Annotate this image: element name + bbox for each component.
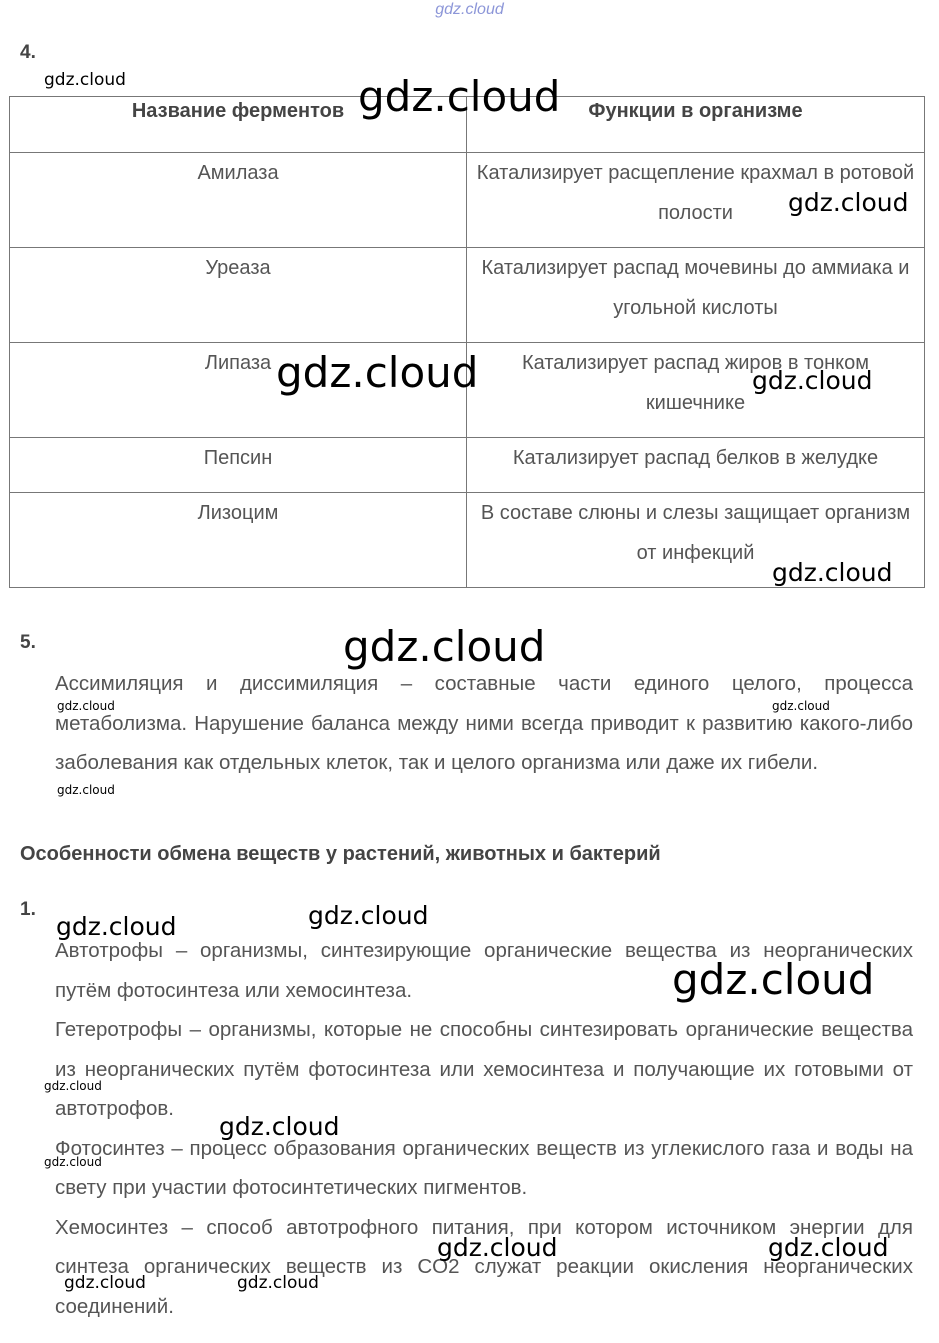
enzyme-name: Липаза	[10, 343, 467, 438]
table-row	[10, 438, 925, 493]
watermark: gdz.cloud	[437, 1233, 558, 1262]
enzyme-name: Лизоцим	[10, 493, 467, 588]
watermark: gdz.cloud	[772, 558, 893, 587]
watermark: gdz.cloud	[237, 1273, 319, 1293]
watermark: gdz.cloud	[308, 901, 429, 930]
watermark: gdz.cloud	[343, 622, 546, 671]
enzyme-function: Катализирует расщепление крахмал в ротовой полости	[467, 153, 925, 248]
task-1-number: 1.	[20, 899, 36, 920]
task-5-number: 5.	[20, 632, 36, 653]
table-row	[10, 248, 925, 343]
watermark: gdz.cloud	[219, 1112, 340, 1141]
watermark: gdz.cloud	[752, 366, 873, 395]
site-watermark-header: gdz.cloud	[435, 1, 504, 18]
watermark: gdz.cloud	[672, 955, 875, 1004]
watermark: gdz.cloud	[768, 1233, 889, 1262]
section-heading: Особенности обмена веществ у растений, животных и бактерий	[20, 843, 661, 865]
watermark: gdz.cloud	[772, 699, 830, 713]
task-4-number: 4.	[20, 42, 36, 63]
watermark: gdz.cloud	[788, 188, 909, 217]
watermark: gdz.cloud	[276, 348, 479, 397]
enzymes-table	[9, 96, 925, 588]
watermark: gdz.cloud	[57, 699, 115, 713]
watermark: gdz.cloud	[57, 783, 115, 797]
enzyme-function: В составе слюны и слезы защищает организм от инфекций	[467, 493, 925, 588]
definition-chemosynthesis: Хемосинтез – способ автотрофного питания, при котором источником энергии для синтеза органических веществ из CO2 служат реакции окисления неорганических соединений.	[55, 1215, 913, 1318]
enzyme-name: Пепсин	[10, 438, 467, 493]
enzyme-function: Катализирует распад жиров в тонком кишечнике	[467, 343, 925, 438]
column-header-function: Функции в организме	[467, 97, 925, 153]
enzyme-name: Амилаза	[10, 153, 467, 248]
watermark: gdz.cloud	[358, 72, 561, 121]
watermark: gdz.cloud	[56, 912, 177, 941]
enzyme-function: Катализирует распад белков в желудке	[467, 438, 925, 493]
task-5-text: Ассимиляция и диссимиляция – составные части единого целого, процесса метаболизма. Нарушение баланса между ними всегда приводит к развитию какого-либо заболевания как отдельных клеток, так и целого организма или даже их гибели.	[55, 672, 913, 774]
watermark: gdz.cloud	[44, 1079, 102, 1093]
definition-heterotrophs: Гетеротрофы – организмы, которые не способны синтезировать органические вещества из неорганических путём фотосинтеза или хемосинтеза и получающие их готовыми от автотрофов.	[55, 1018, 913, 1120]
watermark: gdz.cloud	[64, 1273, 146, 1293]
watermark: gdz.cloud	[44, 70, 126, 90]
watermark: gdz.cloud	[44, 1155, 102, 1169]
enzyme-name: Уреаза	[10, 248, 467, 343]
definition-autotrophs: Автотрофы – организмы, синтезирующие органические вещества из неорганических путём фотосинтеза или хемосинтеза.	[55, 939, 913, 1002]
column-header-enzyme: Название ферментов	[10, 97, 467, 153]
enzyme-function: Катализирует распад мочевины до аммиака и угольной кислоты	[467, 248, 925, 343]
definition-photosynthesis: Фотосинтез – процесс образования органических веществ из углекислого газа и воды на свету при участии фотосинтетических пигментов.	[55, 1136, 913, 1199]
